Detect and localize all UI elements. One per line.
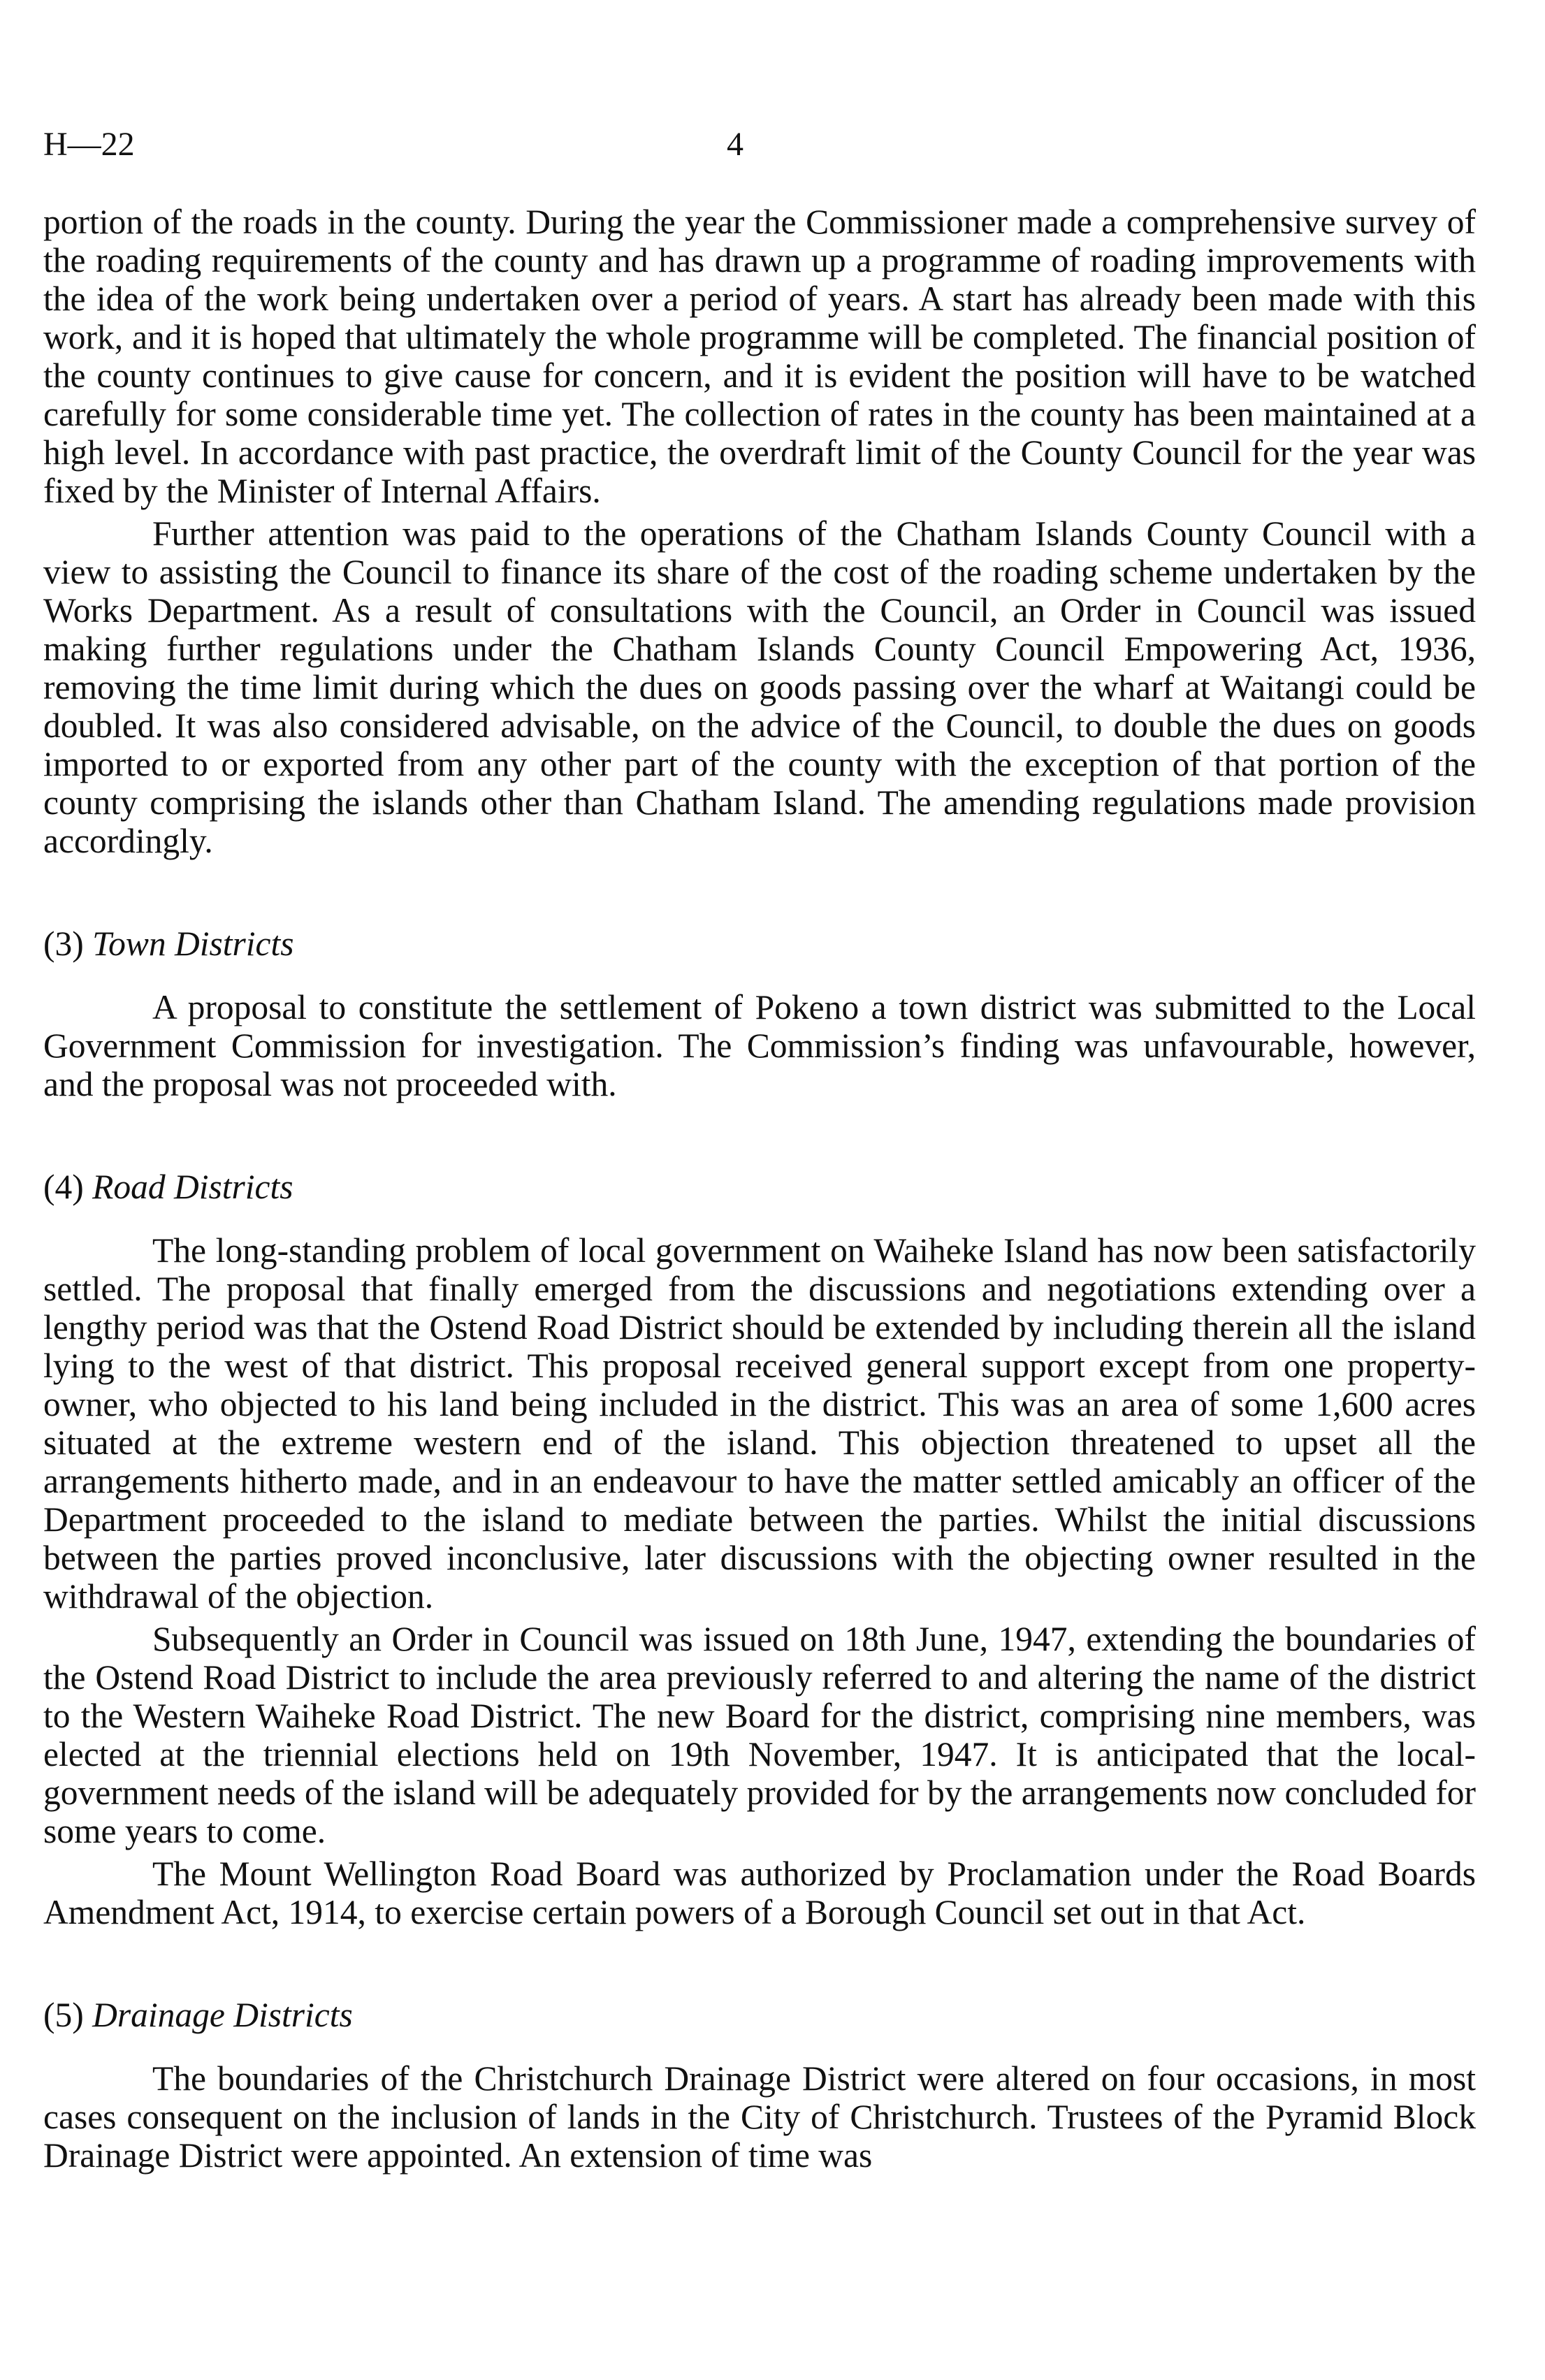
- paragraph: Further attention was paid to the operations of the Chatham Islands County Council with a view to assisting the Council to finance its share of the cost of the roading scheme undertaken by the Works Department. As a result of consultations with the Council, an Order in Council was issued making further regulations under the Chatham Islands County Council Empowering Act, 1936, removing the time limit during which the dues on goods passing over the wharf at Waitangi could be doubled. It was also considered advisable, on the advice of the Council, to double the dues on goods imported to or exported from any other part of the county with the exception of that portion of the county comprising the islands other than Chatham Island. The amending regulations made provision accordingly.: [43, 514, 1476, 860]
- section-heading: [43, 1168, 1476, 1206]
- body-text: [43, 203, 1476, 2175]
- paragraph: The Mount Wellington Road Board was authorized by Proclamation under the Road Boards Amendment Act, 1914, to exercise certain powers of a Borough Council set out in that Act.: [43, 1855, 1476, 1931]
- section-heading: [43, 1996, 1476, 2034]
- paragraph: portion of the roads in the county. During the year the Commissioner made a comprehensive survey of the roading requirements of the county and has drawn up a programme of roading improvements with the idea of the work being undertaken over a period of years. A start has already been made with this work, and it is hoped that ultimately the whole programme will be completed. The financial position of the county continues to give cause for concern, and it is evident the position will have to be watched carefully for some considerable time yet. The collection of rates in the county has been maintained at a high level. In accordance with past practice, the overdraft limit of the County Council for the year was fixed by the Minister of Internal Affairs.: [43, 203, 1476, 510]
- paragraph: Subsequently an Order in Council was issued on 18th June, 1947, extending the boundaries of the Ostend Road District to include the area previously referred to and altering the name of the district to the Western Waiheke Road District. The new Board for the district, comprising nine members, was elected at the triennial elections held on 19th November, 1947. It is anticipated that the local-government needs of the island will be adequately provided for by the arrangements now concluded for some years to come.: [43, 1620, 1476, 1850]
- section-title: Road Districts: [92, 1168, 293, 1206]
- document-code: H—22: [43, 126, 135, 163]
- section-heading: [43, 924, 1476, 963]
- section-title: Town Districts: [92, 924, 294, 963]
- section-number: (3): [43, 924, 84, 963]
- paragraph: A proposal to constitute the settlement of Pokeno a town district was submitted to the Local Government Commission for investigation. The Commission’s finding was unfavourable, however, and the proposal was not proceeded with.: [43, 988, 1476, 1103]
- section-number: (5): [43, 1996, 84, 2034]
- page-header: [43, 120, 1502, 169]
- section-title: Drainage Districts: [92, 1996, 353, 2034]
- paragraph: The boundaries of the Christchurch Drainage District were altered on four occasions, in most cases consequent on the inclusion of lands in the City of Christchurch. Trustees of the Pyramid Block Drainage District were appointed. An extension of time was: [43, 2059, 1476, 2175]
- page-number: 4: [727, 126, 744, 163]
- section-number: (4): [43, 1168, 84, 1206]
- paragraph: The long-standing problem of local government on Waiheke Island has now been satisfactorily settled. The proposal that finally emerged from the discussions and negotiations extending over a lengthy period was that the Ostend Road District should be extended by including therein all the island lying to the west of that district. This proposal received general support except from one property-owner, who objected to his land being included in the district. This was an area of some 1,600 acres situated at the extreme western end of the island. This objection threatened to upset all the arrangements hitherto made, and in an endeavour to have the matter settled amicably an officer of the Department proceeded to the island to mediate between the parties. Whilst the initial discussions between the parties proved inconclusive, later discussions with the objecting owner resulted in the withdrawal of the objection.: [43, 1231, 1476, 1616]
